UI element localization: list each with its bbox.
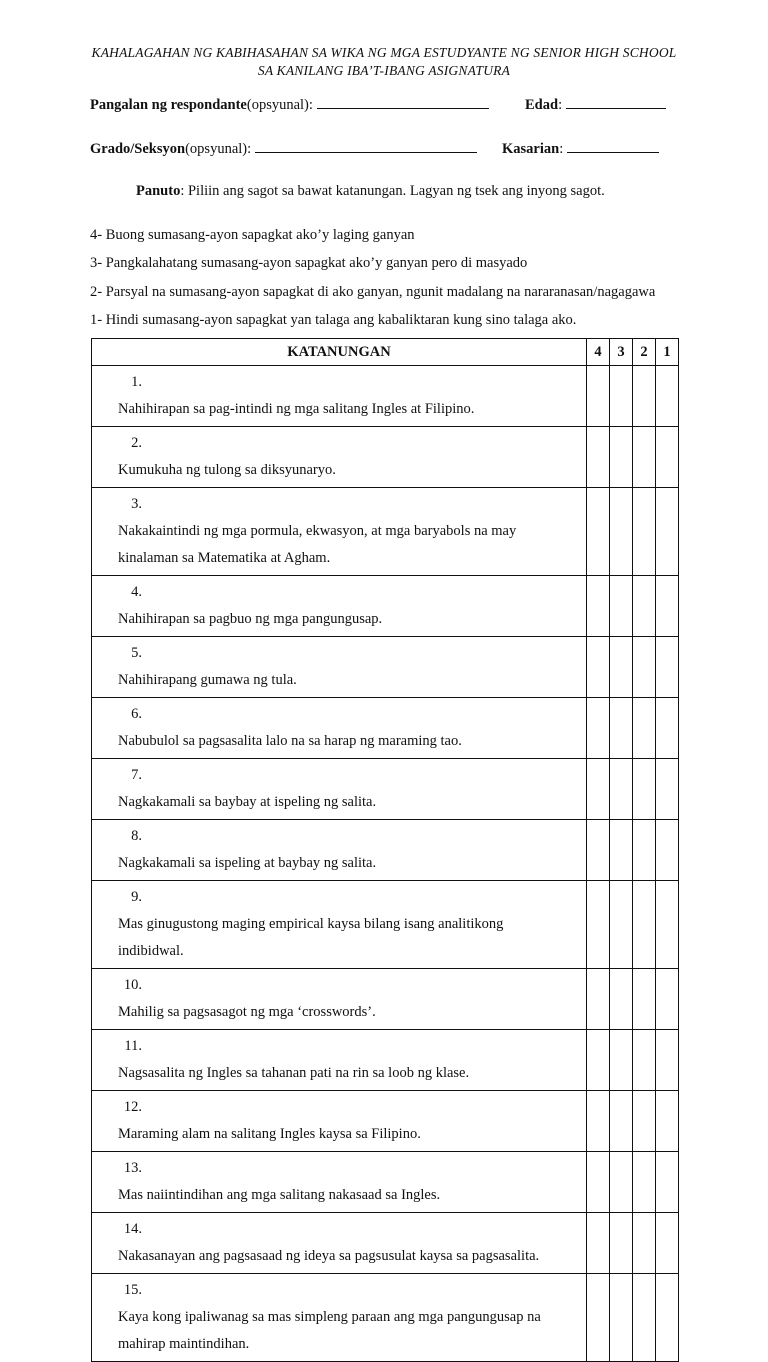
name-note: (opsyunal): xyxy=(246,97,317,113)
answer-cell-1[interactable] xyxy=(656,820,679,881)
question-number: 15. xyxy=(123,1282,142,1298)
answer-cell-3[interactable] xyxy=(610,637,633,698)
answer-cell-2[interactable] xyxy=(633,881,656,969)
question-number: 6. xyxy=(131,706,142,722)
answer-cell-1[interactable] xyxy=(656,969,679,1030)
question-number: 12. xyxy=(123,1099,142,1115)
table-row xyxy=(92,427,679,488)
table-row xyxy=(92,1274,679,1362)
question-number: 7. xyxy=(131,767,142,783)
table-row xyxy=(92,1213,679,1274)
table-header-row xyxy=(92,339,679,366)
table-row xyxy=(92,969,679,1030)
table-row xyxy=(92,820,679,881)
answer-cell-1[interactable] xyxy=(656,1152,679,1213)
table-row xyxy=(92,576,679,637)
scale-item-3: 3- Pangkalahatang sumasang-ayon sapagkat ako’y ganyan pero di masyado xyxy=(90,255,528,271)
question-text: Nakasanayan ang pagsasaad ng ideya sa pagsusulat kaysa sa pagsasalita. xyxy=(118,1248,540,1264)
question-number: 14. xyxy=(123,1221,142,1237)
grade-note: (opsyunal): xyxy=(185,141,255,157)
answer-cell-1[interactable] xyxy=(656,427,679,488)
answer-cell-3[interactable] xyxy=(610,1091,633,1152)
question-text: Nagkakamali sa ispeling at baybay ng salita. xyxy=(118,855,377,871)
question-text: Mas naiintindihan ang mga salitang nakasaad sa Ingles. xyxy=(118,1187,441,1203)
grade-label: Grado/Seksyon xyxy=(90,141,186,157)
question-cell xyxy=(92,427,587,488)
scale-item-4: 4- Buong sumasang-ayon sapagkat ako’y laging ganyan xyxy=(90,227,415,243)
column-header-1: 1 xyxy=(656,339,679,366)
column-header-4: 4 xyxy=(587,339,610,366)
table-row xyxy=(92,1030,679,1091)
question-cell xyxy=(92,576,587,637)
scale-item-1: 1- Hindi sumasang-ayon sapagkat yan talaga ang kabaliktaran kung sino talaga ako. xyxy=(90,312,577,328)
question-text: Mahilig sa pagsasagot ng mga ‘crosswords’. xyxy=(118,1004,376,1020)
question-cell xyxy=(92,1274,587,1362)
name-blank[interactable] xyxy=(317,96,489,109)
answer-cell-4[interactable] xyxy=(587,1213,610,1274)
answer-cell-2[interactable] xyxy=(633,1274,656,1362)
answer-cell-1[interactable] xyxy=(656,576,679,637)
answer-cell-2[interactable] xyxy=(633,820,656,881)
question-number: 9. xyxy=(131,889,142,905)
answer-cell-3[interactable] xyxy=(610,881,633,969)
answer-cell-4[interactable] xyxy=(587,1030,610,1091)
column-header-3: 3 xyxy=(610,339,633,366)
column-header-questions: KATANUNGAN xyxy=(92,339,587,366)
question-text: Mas ginugustong maging empirical kaysa bilang isang analitikong indibidwal. xyxy=(118,916,504,959)
answer-cell-1[interactable] xyxy=(656,488,679,576)
instructions-text: : Piliin ang sagot sa bawat katanungan. Lagyan ng tsek ang inyong sagot. xyxy=(180,183,605,199)
table-row xyxy=(92,759,679,820)
question-number: 2. xyxy=(131,435,142,451)
answer-cell-2[interactable] xyxy=(633,759,656,820)
instructions xyxy=(136,183,605,200)
table-row xyxy=(92,637,679,698)
question-cell xyxy=(92,698,587,759)
question-number: 10. xyxy=(123,977,142,993)
answer-cell-2[interactable] xyxy=(633,576,656,637)
grade-row xyxy=(90,140,477,158)
answer-cell-3[interactable] xyxy=(610,1274,633,1362)
answer-cell-2[interactable] xyxy=(633,969,656,1030)
table-row xyxy=(92,1152,679,1213)
answer-cell-2[interactable] xyxy=(633,1152,656,1213)
sex-blank[interactable] xyxy=(567,140,659,153)
question-cell xyxy=(92,366,587,427)
answer-cell-1[interactable] xyxy=(656,759,679,820)
question-text: Nakakaintindi ng mga pormula, ekwasyon, at mga baryabols na may kinalaman sa Matematika at Agham. xyxy=(118,523,517,566)
table-row xyxy=(92,366,679,427)
answer-cell-3[interactable] xyxy=(610,1213,633,1274)
answer-cell-3[interactable] xyxy=(610,576,633,637)
table-row xyxy=(92,488,679,576)
question-number: 4. xyxy=(131,584,142,600)
question-text: Nabubulol sa pagsasalita lalo na sa harap ng maraming tao. xyxy=(118,733,462,749)
question-cell xyxy=(92,759,587,820)
answer-cell-3[interactable] xyxy=(610,1030,633,1091)
sex-label: Kasarian xyxy=(502,141,560,157)
answer-cell-4[interactable] xyxy=(587,820,610,881)
question-number: 13. xyxy=(123,1160,142,1176)
answer-cell-3[interactable] xyxy=(610,820,633,881)
answer-cell-2[interactable] xyxy=(633,698,656,759)
answer-cell-3[interactable] xyxy=(610,427,633,488)
questions-body xyxy=(92,366,679,1362)
question-cell xyxy=(92,1091,587,1152)
answer-cell-2[interactable] xyxy=(633,488,656,576)
answer-cell-4[interactable] xyxy=(587,1274,610,1362)
question-text: Kaya kong ipaliwanag sa mas simpleng paraan ang mga pangungusap na mahirap maintindihan. xyxy=(118,1309,541,1352)
age-label: Edad xyxy=(525,97,559,113)
grade-blank[interactable] xyxy=(255,140,477,153)
question-text: Maraming alam na salitang Ingles kaysa sa Filipino. xyxy=(118,1126,421,1142)
age-row: Edad: xyxy=(525,96,666,114)
answer-cell-2[interactable] xyxy=(633,1030,656,1091)
answer-cell-4[interactable] xyxy=(587,698,610,759)
answer-cell-1[interactable] xyxy=(656,1091,679,1152)
answer-cell-1[interactable] xyxy=(656,1274,679,1362)
question-cell xyxy=(92,1213,587,1274)
answer-cell-1[interactable] xyxy=(656,1030,679,1091)
question-number: 11. xyxy=(124,1038,142,1054)
question-text: Nagkakamali sa baybay at ispeling ng salita. xyxy=(118,794,377,810)
answer-cell-4[interactable] xyxy=(587,427,610,488)
answer-cell-1[interactable] xyxy=(656,637,679,698)
answer-cell-2[interactable] xyxy=(633,366,656,427)
question-number: 3. xyxy=(131,496,142,512)
question-text: Nagsasalita ng Ingles sa tahanan pati na rin sa loob ng klase. xyxy=(118,1065,470,1081)
document-title-line2: SA KANILANG IBA’T-IBANG ASIGNATURA xyxy=(257,63,511,78)
sex-row: Kasarian: xyxy=(502,140,659,158)
document-title-line1: KAHALAGAHAN NG KABIHASAHAN SA WIKA NG MGA ESTUDYANTE NG SENIOR HIGH SCHOOL xyxy=(91,45,677,60)
answer-cell-4[interactable] xyxy=(587,637,610,698)
answer-cell-4[interactable] xyxy=(587,488,610,576)
questionnaire-table xyxy=(91,338,679,1362)
answer-cell-4[interactable] xyxy=(587,1152,610,1213)
answer-cell-4[interactable] xyxy=(587,1091,610,1152)
answer-cell-2[interactable] xyxy=(633,637,656,698)
answer-cell-4[interactable] xyxy=(587,576,610,637)
table-row xyxy=(92,698,679,759)
question-number: 8. xyxy=(131,828,142,844)
question-number: 1. xyxy=(131,374,142,390)
instructions-label: Panuto xyxy=(136,183,181,199)
answer-cell-1[interactable] xyxy=(656,366,679,427)
column-header-2: 2 xyxy=(633,339,656,366)
answer-cell-4[interactable] xyxy=(587,366,610,427)
answer-cell-1[interactable] xyxy=(656,698,679,759)
answer-cell-3[interactable] xyxy=(610,969,633,1030)
answer-cell-2[interactable] xyxy=(633,1091,656,1152)
scale-item-2: 2- Parsyal na sumasang-ayon sapagkat di ako ganyan, ngunit madalang na nararanasan/nagagawa xyxy=(90,284,656,300)
question-text: Nahihirapan sa pag-intindi ng mga salitang Ingles at Filipino. xyxy=(118,401,475,417)
question-cell xyxy=(92,820,587,881)
answer-cell-3[interactable] xyxy=(610,759,633,820)
answer-cell-1[interactable] xyxy=(656,881,679,969)
answer-cell-4[interactable] xyxy=(587,759,610,820)
table-row xyxy=(92,881,679,969)
question-cell xyxy=(92,637,587,698)
answer-cell-1[interactable] xyxy=(656,1213,679,1274)
answer-cell-4[interactable] xyxy=(587,969,610,1030)
table-row xyxy=(92,1091,679,1152)
answer-cell-2[interactable] xyxy=(633,427,656,488)
answer-cell-3[interactable] xyxy=(610,488,633,576)
question-text: Kumukuha ng tulong sa diksyunaryo. xyxy=(118,462,336,478)
name-label: Pangalan ng respondante xyxy=(90,97,247,113)
answer-cell-3[interactable] xyxy=(610,1152,633,1213)
answer-cell-3[interactable] xyxy=(610,698,633,759)
answer-cell-4[interactable] xyxy=(587,881,610,969)
answer-cell-2[interactable] xyxy=(633,1213,656,1274)
name-row xyxy=(90,96,489,114)
question-text: Nahihirapang gumawa ng tula. xyxy=(118,672,297,688)
question-cell xyxy=(92,1030,587,1091)
age-blank[interactable] xyxy=(566,96,666,109)
question-cell xyxy=(92,881,587,969)
question-cell xyxy=(92,1152,587,1213)
question-cell xyxy=(92,969,587,1030)
question-text: Nahihirapan sa pagbuo ng mga pangungusap. xyxy=(118,611,383,627)
question-cell xyxy=(92,488,587,576)
answer-cell-3[interactable] xyxy=(610,366,633,427)
question-number: 5. xyxy=(131,645,142,661)
